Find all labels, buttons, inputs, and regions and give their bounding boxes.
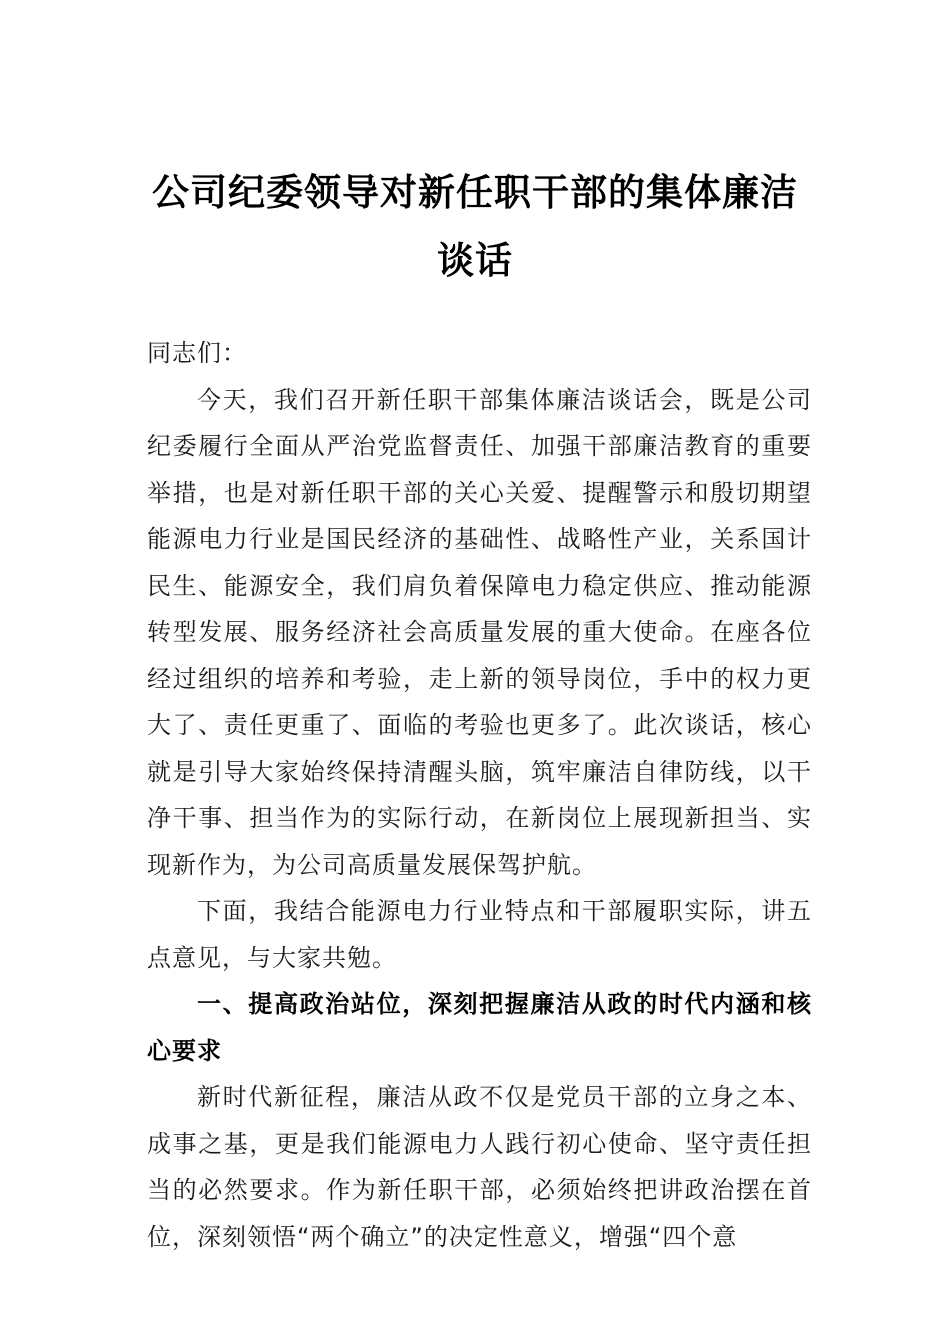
document-body <box>147 330 812 1260</box>
section-heading-1: 一、提高政治站位，深刻把握廉洁从政的时代内涵和核心要求 <box>147 990 812 1065</box>
salutation: 同志们： <box>147 339 247 367</box>
section-1-paragraph: 新时代新征程，廉洁从政不仅是党员干部的立身之本、成事之基，更是我们能源电力人践行初心使命、坚守责任担当的必然要求。作为新任职干部，必须始终把讲政治摆在首位，深刻领悟“两个确立”的决定性意义，增强“四个意 <box>147 1083 812 1251</box>
paragraph-intro: 今天，我们召开新任职干部集体廉洁谈话会，既是公司纪委履行全面从严治党监督责任、加强干部廉洁教育的重要举措，也是对新任职干部的关心关爱、提醒警示和殷切期望能源电力行业是国民经济的基础性、战略性产业，关系国计民生、能源安全，我们肩负着保障电力稳定供应、推动能源转型发展、服务经济社会高质量发展的重大使命。在座各位经过组织的培养和考验，走上新的领导岗位，手中的权力更大了、责任更重了、面临的考验也更多了。此次谈话，核心就是引导大家始终保持清醒头脑，筑牢廉洁自律防线，以干净干事、担当作为的实际行动，在新岗位上展现新担当、实现新作为，为公司高质量发展保驾护航。 <box>147 385 812 879</box>
paragraph-outline: 下面，我结合能源电力行业特点和干部履职实际，讲五点意见，与大家共勉。 <box>147 897 812 972</box>
document-title: 公司纪委领导对新任职干部的集体廉洁谈话 <box>152 170 798 282</box>
